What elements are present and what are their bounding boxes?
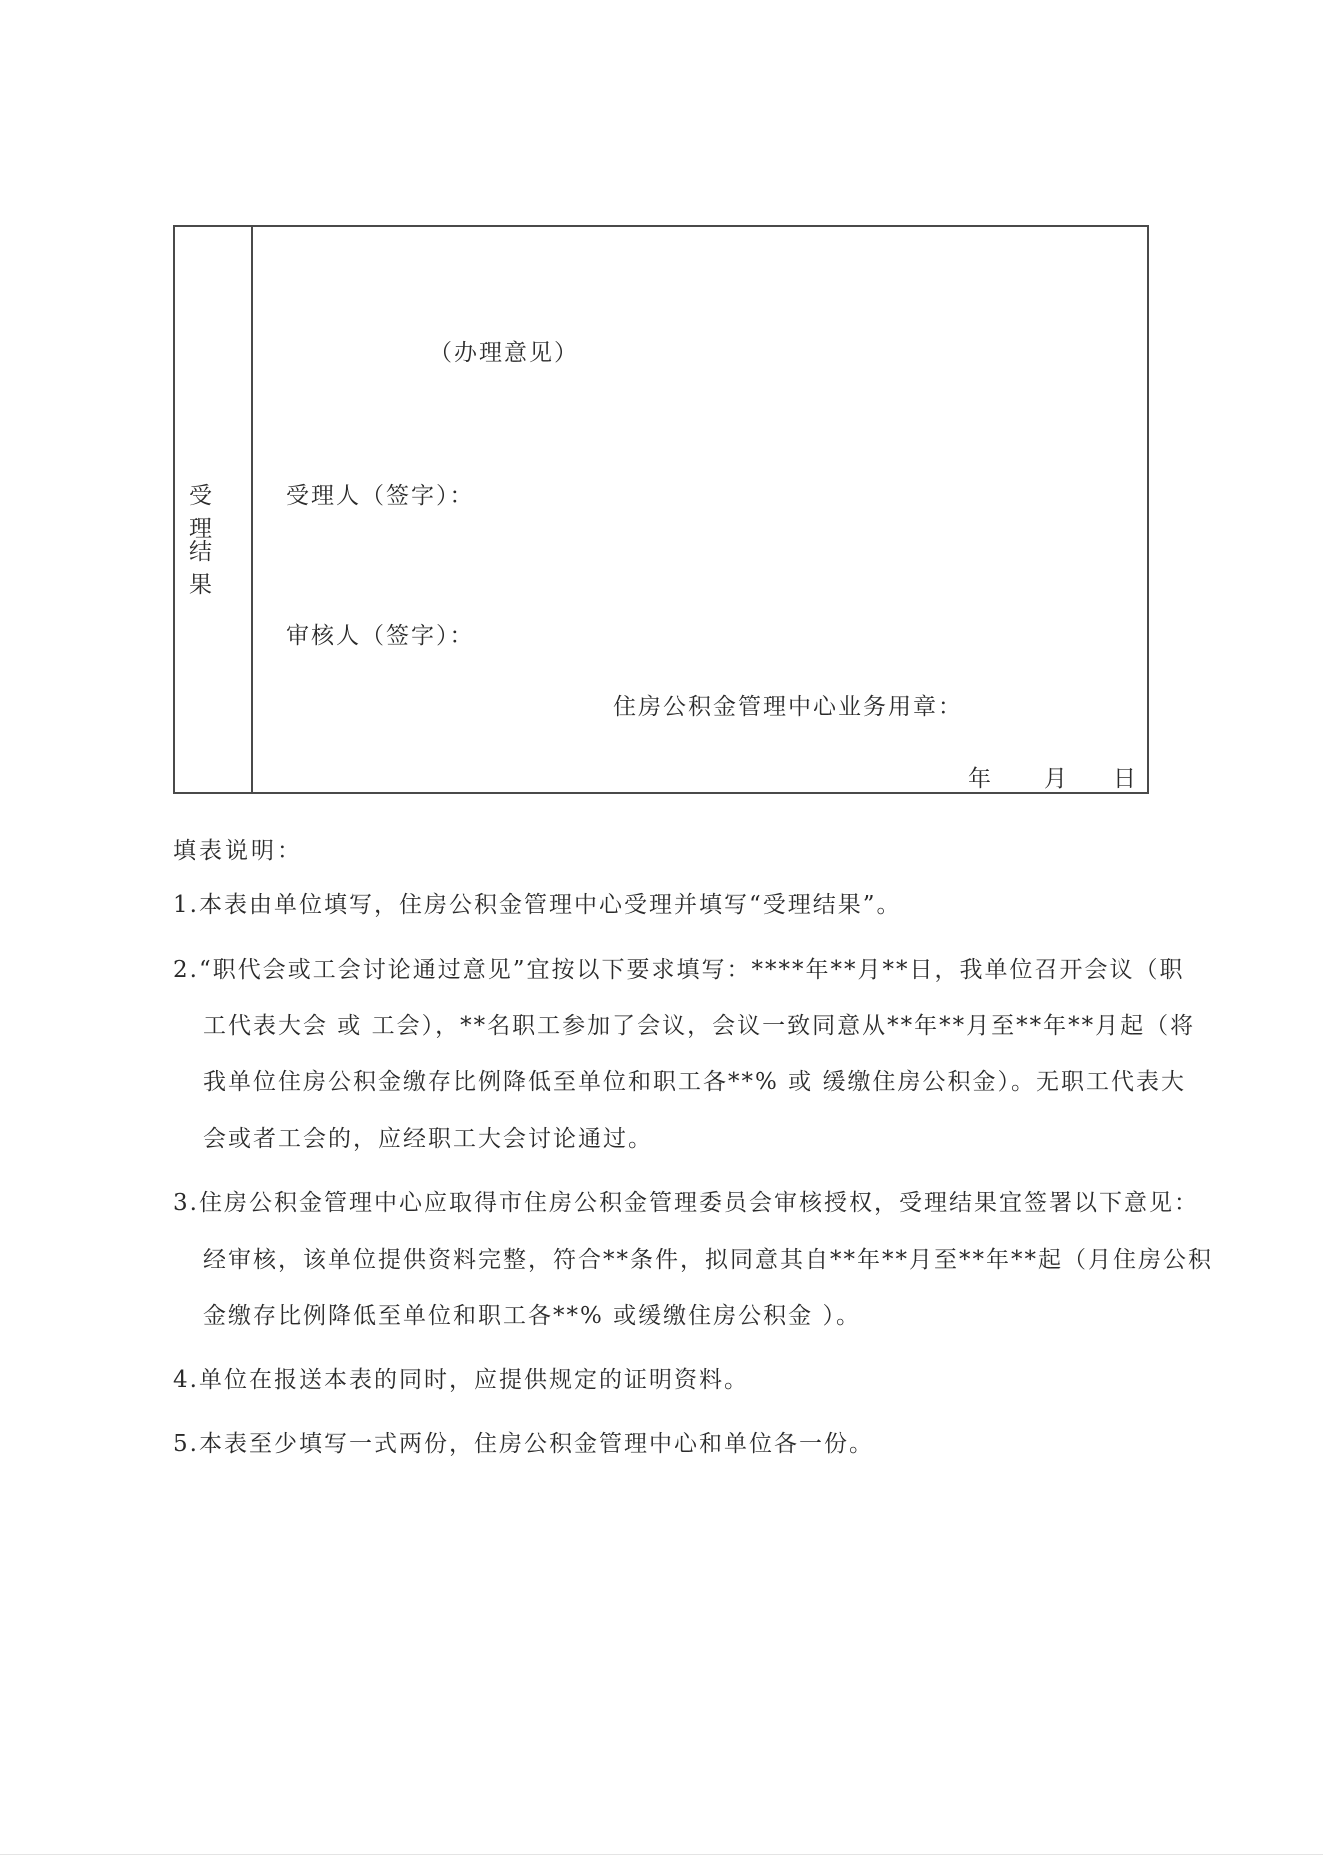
instruction-1: 1.本表由单位填写，住房公积金管理中心受理并填写“受理结果”。 [173,892,902,918]
instruction-5: 5.本表至少填写一式两份，住房公积金管理中心和单位各一份。 [173,1431,874,1457]
instruction-3-line-3: 金缴存比例降低至单位和职工各**% 或缓缴住房公积金 ）。 [203,1303,861,1329]
opinion-placeholder: （办理意见） [429,340,579,366]
reviewer-signature-field[interactable]: 审核人（签字）： [286,623,475,649]
row-label-line-1: 受理 [189,483,215,542]
acceptance-result-table [173,225,1149,794]
row-label-line-2: 结果 [189,539,215,598]
instruction-2-line-4: 会或者工会的，应经职工大会讨论通过。 [203,1126,653,1152]
instruction-2-line-1: 2.“职代会或工会讨论通过意见”宜按以下要求填写：****年**月**日，我单位召开会议（职 [173,957,1185,983]
date-month-label: 月 [1044,766,1069,792]
date-day-label: 日 [1113,766,1138,792]
page-bottom-rule [0,1854,1323,1855]
column-divider [251,227,253,792]
seal-label: 住房公积金管理中心业务用章： [613,694,963,720]
instruction-3-line-2: 经审核，该单位提供资料完整，符合**条件，拟同意其自**年**月至**年**起（月住房公积 [203,1247,1213,1273]
date-year-label: 年 [968,766,993,792]
instruction-2-line-3: 我单位住房公积金缴存比例降低至单位和职工各**% 或 缓缴住房公积金）。无职工代表大 [203,1069,1186,1095]
instruction-3-line-1: 3.住房公积金管理中心应取得市住房公积金管理委员会审核授权，受理结果宜签署以下意见： [173,1190,1199,1216]
instruction-4: 4.单位在报送本表的同时，应提供规定的证明资料。 [173,1367,749,1393]
handler-signature-field[interactable]: 受理人（签字）： [286,483,475,509]
instructions-title: 填表说明： [173,838,303,864]
instruction-2-line-2: 工代表大会 或 工会），**名职工参加了会议，会议一致同意从**年**月至**年**月起（将 [203,1013,1196,1039]
